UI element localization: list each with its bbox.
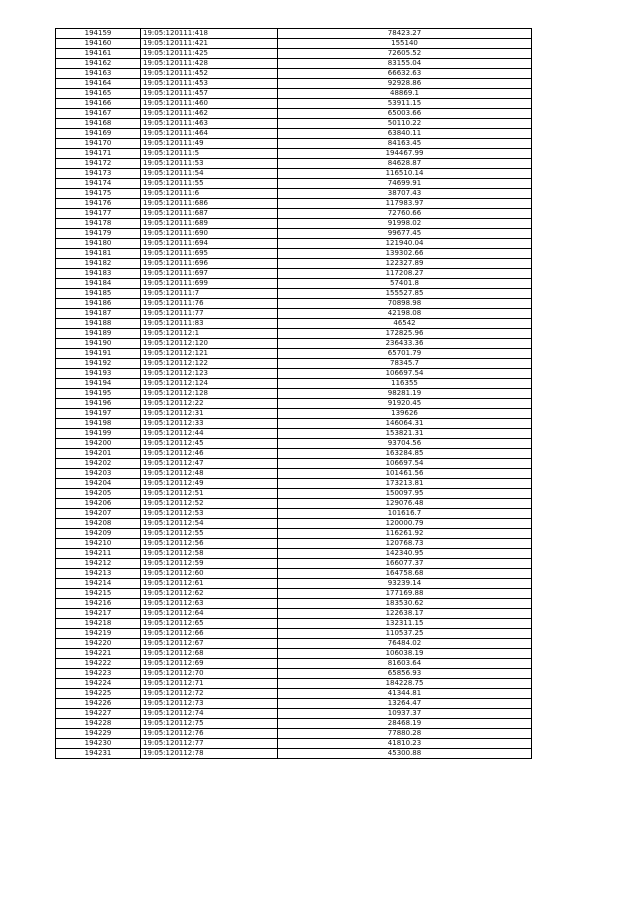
- value-cell: 122638.17: [278, 609, 532, 619]
- value-cell: 172825.96: [278, 329, 532, 339]
- table-row: [56, 129, 532, 139]
- cadastral-number-cell: 19:05:120111:697: [141, 269, 278, 279]
- value-cell: 236433.36: [278, 339, 532, 349]
- value-cell: 155140: [278, 39, 532, 49]
- table-row: [56, 379, 532, 389]
- table-row: [56, 439, 532, 449]
- cadastral-number-cell: 19:05:120112:55: [141, 529, 278, 539]
- table-row: [56, 239, 532, 249]
- cadastral-number-cell: 19:05:120112:58: [141, 549, 278, 559]
- row-number-cell: 194168: [56, 119, 141, 129]
- value-cell: 194467.99: [278, 149, 532, 159]
- table-row: [56, 719, 532, 729]
- cadastral-number-cell: 19:05:120112:33: [141, 419, 278, 429]
- row-number-cell: 194212: [56, 559, 141, 569]
- row-number-cell: 194203: [56, 469, 141, 479]
- value-cell: 122327.89: [278, 259, 532, 269]
- table-row: [56, 399, 532, 409]
- row-number-cell: 194207: [56, 509, 141, 519]
- table-row: [56, 99, 532, 109]
- cadastral-number-cell: 19:05:120112:63: [141, 599, 278, 609]
- cadastral-number-cell: 19:05:120111:452: [141, 69, 278, 79]
- value-cell: 150097.95: [278, 489, 532, 499]
- value-cell: 81603.64: [278, 659, 532, 669]
- value-cell: 57401.8: [278, 279, 532, 289]
- cadastral-number-cell: 19:05:120112:1: [141, 329, 278, 339]
- cadastral-number-cell: 19:05:120111:460: [141, 99, 278, 109]
- row-number-cell: 194200: [56, 439, 141, 449]
- table-row: [56, 139, 532, 149]
- table-row: [56, 159, 532, 169]
- cadastral-number-cell: 19:05:120112:47: [141, 459, 278, 469]
- table-row: [56, 279, 532, 289]
- cadastral-number-cell: 19:05:120112:44: [141, 429, 278, 439]
- row-number-cell: 194174: [56, 179, 141, 189]
- row-number-cell: 194231: [56, 749, 141, 759]
- cadastral-number-cell: 19:05:120112:69: [141, 659, 278, 669]
- cadastral-number-cell: 19:05:120112:61: [141, 579, 278, 589]
- cadastral-number-cell: 19:05:120111:83: [141, 319, 278, 329]
- table-row: [56, 69, 532, 79]
- value-cell: 65003.66: [278, 109, 532, 119]
- value-cell: 13264.47: [278, 699, 532, 709]
- table-row: [56, 589, 532, 599]
- table-row: [56, 89, 532, 99]
- value-cell: 84163.45: [278, 139, 532, 149]
- value-cell: 132311.15: [278, 619, 532, 629]
- table-row: [56, 749, 532, 759]
- cadastral-number-cell: 19:05:120112:45: [141, 439, 278, 449]
- value-cell: 48869.1: [278, 89, 532, 99]
- table-row: [56, 619, 532, 629]
- cadastral-number-cell: 19:05:120111:54: [141, 169, 278, 179]
- cadastral-value-table: [55, 28, 532, 759]
- value-cell: 116510.14: [278, 169, 532, 179]
- row-number-cell: 194186: [56, 299, 141, 309]
- value-cell: 65701.79: [278, 349, 532, 359]
- table-row: [56, 169, 532, 179]
- table-row: [56, 519, 532, 529]
- row-number-cell: 194159: [56, 29, 141, 39]
- row-number-cell: 194213: [56, 569, 141, 579]
- row-number-cell: 194183: [56, 269, 141, 279]
- row-number-cell: 194176: [56, 199, 141, 209]
- row-number-cell: 194205: [56, 489, 141, 499]
- value-cell: 77880.28: [278, 729, 532, 739]
- value-cell: 28468.19: [278, 719, 532, 729]
- value-cell: 117208.27: [278, 269, 532, 279]
- value-cell: 106038.19: [278, 649, 532, 659]
- row-number-cell: 194209: [56, 529, 141, 539]
- table-row: [56, 729, 532, 739]
- table-row: [56, 179, 532, 189]
- table-row: [56, 329, 532, 339]
- value-cell: 106697.54: [278, 459, 532, 469]
- row-number-cell: 194204: [56, 479, 141, 489]
- row-number-cell: 194178: [56, 219, 141, 229]
- value-cell: 177169.88: [278, 589, 532, 599]
- row-number-cell: 194169: [56, 129, 141, 139]
- value-cell: 72760.66: [278, 209, 532, 219]
- cadastral-number-cell: 19:05:120111:457: [141, 89, 278, 99]
- cadastral-number-cell: 19:05:120111:428: [141, 59, 278, 69]
- cadastral-number-cell: 19:05:120112:49: [141, 479, 278, 489]
- table-row: [56, 199, 532, 209]
- table-row: [56, 629, 532, 639]
- cadastral-number-cell: 19:05:120112:74: [141, 709, 278, 719]
- value-cell: 76484.02: [278, 639, 532, 649]
- value-cell: 46542: [278, 319, 532, 329]
- cadastral-number-cell: 19:05:120111:55: [141, 179, 278, 189]
- row-number-cell: 194194: [56, 379, 141, 389]
- value-cell: 38707.43: [278, 189, 532, 199]
- value-cell: 91998.02: [278, 219, 532, 229]
- table-row: [56, 449, 532, 459]
- value-cell: 99677.45: [278, 229, 532, 239]
- cadastral-number-cell: 19:05:120112:52: [141, 499, 278, 509]
- value-cell: 117983.97: [278, 199, 532, 209]
- row-number-cell: 194191: [56, 349, 141, 359]
- cadastral-number-cell: 19:05:120111:49: [141, 139, 278, 149]
- value-cell: 184228.75: [278, 679, 532, 689]
- table-row: [56, 29, 532, 39]
- row-number-cell: 194227: [56, 709, 141, 719]
- table-row: [56, 249, 532, 259]
- cadastral-number-cell: 19:05:120112:22: [141, 399, 278, 409]
- row-number-cell: 194190: [56, 339, 141, 349]
- value-cell: 183530.62: [278, 599, 532, 609]
- row-number-cell: 194224: [56, 679, 141, 689]
- row-number-cell: 194192: [56, 359, 141, 369]
- table-row: [56, 39, 532, 49]
- table-row: [56, 219, 532, 229]
- table-row: [56, 419, 532, 429]
- table-row: [56, 389, 532, 399]
- cadastral-number-cell: 19:05:120112:65: [141, 619, 278, 629]
- value-cell: 163284.85: [278, 449, 532, 459]
- table-row: [56, 119, 532, 129]
- table-row: [56, 679, 532, 689]
- cadastral-number-cell: 19:05:120112:46: [141, 449, 278, 459]
- table-row: [56, 559, 532, 569]
- table-row: [56, 359, 532, 369]
- row-number-cell: 194229: [56, 729, 141, 739]
- cadastral-number-cell: 19:05:120112:123: [141, 369, 278, 379]
- cadastral-number-cell: 19:05:120112:51: [141, 489, 278, 499]
- value-cell: 121940.04: [278, 239, 532, 249]
- value-cell: 146064.31: [278, 419, 532, 429]
- table-row: [56, 409, 532, 419]
- data-sheet: [55, 28, 531, 759]
- cadastral-number-cell: 19:05:120112:75: [141, 719, 278, 729]
- row-number-cell: 194220: [56, 639, 141, 649]
- value-cell: 50110.22: [278, 119, 532, 129]
- cadastral-number-cell: 19:05:120112:128: [141, 389, 278, 399]
- table-row: [56, 209, 532, 219]
- table-row: [56, 579, 532, 589]
- row-number-cell: 194189: [56, 329, 141, 339]
- row-number-cell: 194172: [56, 159, 141, 169]
- table-row: [56, 599, 532, 609]
- value-cell: 78423.27: [278, 29, 532, 39]
- table-row: [56, 739, 532, 749]
- row-number-cell: 194181: [56, 249, 141, 259]
- row-number-cell: 194182: [56, 259, 141, 269]
- cadastral-number-cell: 19:05:120111:689: [141, 219, 278, 229]
- row-number-cell: 194187: [56, 309, 141, 319]
- table-row: [56, 569, 532, 579]
- value-cell: 116355: [278, 379, 532, 389]
- value-cell: 166077.37: [278, 559, 532, 569]
- row-number-cell: 194188: [56, 319, 141, 329]
- table-row: [56, 709, 532, 719]
- row-number-cell: 194163: [56, 69, 141, 79]
- row-number-cell: 194230: [56, 739, 141, 749]
- cadastral-number-cell: 19:05:120112:120: [141, 339, 278, 349]
- value-cell: 63840.11: [278, 129, 532, 139]
- table-row: [56, 669, 532, 679]
- value-cell: 120000.79: [278, 519, 532, 529]
- value-cell: 98281.19: [278, 389, 532, 399]
- row-number-cell: 194222: [56, 659, 141, 669]
- table-row: [56, 479, 532, 489]
- cadastral-number-cell: 19:05:120111:699: [141, 279, 278, 289]
- value-cell: 93239.14: [278, 579, 532, 589]
- cadastral-number-cell: 19:05:120112:68: [141, 649, 278, 659]
- cadastral-number-cell: 19:05:120111:425: [141, 49, 278, 59]
- value-cell: 41344.81: [278, 689, 532, 699]
- row-number-cell: 194195: [56, 389, 141, 399]
- table-row: [56, 459, 532, 469]
- cadastral-number-cell: 19:05:120111:690: [141, 229, 278, 239]
- value-cell: 78345.7: [278, 359, 532, 369]
- row-number-cell: 194215: [56, 589, 141, 599]
- cadastral-number-cell: 19:05:120112:70: [141, 669, 278, 679]
- row-number-cell: 194211: [56, 549, 141, 559]
- row-number-cell: 194201: [56, 449, 141, 459]
- table-row: [56, 659, 532, 669]
- table-row: [56, 549, 532, 559]
- value-cell: 164758.68: [278, 569, 532, 579]
- value-cell: 155527.85: [278, 289, 532, 299]
- table-row: [56, 49, 532, 59]
- table-row: [56, 469, 532, 479]
- row-number-cell: 194164: [56, 79, 141, 89]
- row-number-cell: 194198: [56, 419, 141, 429]
- cadastral-number-cell: 19:05:120112:76: [141, 729, 278, 739]
- cadastral-number-cell: 19:05:120112:64: [141, 609, 278, 619]
- value-cell: 106697.54: [278, 369, 532, 379]
- value-cell: 84628.87: [278, 159, 532, 169]
- cadastral-number-cell: 19:05:120112:53: [141, 509, 278, 519]
- value-cell: 10937.37: [278, 709, 532, 719]
- cadastral-number-cell: 19:05:120112:77: [141, 739, 278, 749]
- cadastral-number-cell: 19:05:120111:421: [141, 39, 278, 49]
- cadastral-number-cell: 19:05:120112:31: [141, 409, 278, 419]
- table-row: [56, 319, 532, 329]
- table-row: [56, 539, 532, 549]
- value-cell: 93704.56: [278, 439, 532, 449]
- row-number-cell: 194177: [56, 209, 141, 219]
- value-cell: 116261.92: [278, 529, 532, 539]
- row-number-cell: 194180: [56, 239, 141, 249]
- cadastral-number-cell: 19:05:120112:73: [141, 699, 278, 709]
- row-number-cell: 194223: [56, 669, 141, 679]
- row-number-cell: 194179: [56, 229, 141, 239]
- value-cell: 53911.15: [278, 99, 532, 109]
- value-cell: 91920.45: [278, 399, 532, 409]
- row-number-cell: 194197: [56, 409, 141, 419]
- row-number-cell: 194171: [56, 149, 141, 159]
- value-cell: 42198.08: [278, 309, 532, 319]
- table-row: [56, 429, 532, 439]
- table-row: [56, 309, 532, 319]
- table-row: [56, 529, 532, 539]
- value-cell: 66632.63: [278, 69, 532, 79]
- row-number-cell: 194175: [56, 189, 141, 199]
- row-number-cell: 194162: [56, 59, 141, 69]
- value-cell: 139626: [278, 409, 532, 419]
- table-row: [56, 189, 532, 199]
- row-number-cell: 194217: [56, 609, 141, 619]
- value-cell: 110537.25: [278, 629, 532, 639]
- cadastral-number-cell: 19:05:120111:7: [141, 289, 278, 299]
- cadastral-number-cell: 19:05:120111:76: [141, 299, 278, 309]
- cadastral-number-cell: 19:05:120112:66: [141, 629, 278, 639]
- row-number-cell: 194184: [56, 279, 141, 289]
- table-row: [56, 639, 532, 649]
- row-number-cell: 194165: [56, 89, 141, 99]
- table-row: [56, 499, 532, 509]
- table-row: [56, 689, 532, 699]
- table-row: [56, 509, 532, 519]
- table-row: [56, 299, 532, 309]
- row-number-cell: 194170: [56, 139, 141, 149]
- table-row: [56, 699, 532, 709]
- cadastral-number-cell: 19:05:120111:453: [141, 79, 278, 89]
- cadastral-number-cell: 19:05:120111:5: [141, 149, 278, 159]
- row-number-cell: 194214: [56, 579, 141, 589]
- value-cell: 129076.48: [278, 499, 532, 509]
- cadastral-number-cell: 19:05:120111:694: [141, 239, 278, 249]
- row-number-cell: 194185: [56, 289, 141, 299]
- table-row: [56, 79, 532, 89]
- table-row: [56, 259, 532, 269]
- row-number-cell: 194173: [56, 169, 141, 179]
- table-row: [56, 339, 532, 349]
- row-number-cell: 194218: [56, 619, 141, 629]
- cadastral-number-cell: 19:05:120111:464: [141, 129, 278, 139]
- value-cell: 45300.88: [278, 749, 532, 759]
- value-cell: 41810.23: [278, 739, 532, 749]
- row-number-cell: 194199: [56, 429, 141, 439]
- cadastral-number-cell: 19:05:120111:696: [141, 259, 278, 269]
- table-row: [56, 59, 532, 69]
- row-number-cell: 194210: [56, 539, 141, 549]
- row-number-cell: 194160: [56, 39, 141, 49]
- cadastral-number-cell: 19:05:120112:78: [141, 749, 278, 759]
- cadastral-number-cell: 19:05:120112:59: [141, 559, 278, 569]
- cadastral-number-cell: 19:05:120112:60: [141, 569, 278, 579]
- cadastral-number-cell: 19:05:120112:71: [141, 679, 278, 689]
- cadastral-number-cell: 19:05:120112:72: [141, 689, 278, 699]
- value-cell: 70898.98: [278, 299, 532, 309]
- cadastral-number-cell: 19:05:120111:687: [141, 209, 278, 219]
- table-row: [56, 269, 532, 279]
- cadastral-number-cell: 19:05:120112:121: [141, 349, 278, 359]
- table-row: [56, 109, 532, 119]
- table-body: [56, 29, 532, 759]
- cadastral-number-cell: 19:05:120111:686: [141, 199, 278, 209]
- row-number-cell: 194225: [56, 689, 141, 699]
- table-row: [56, 489, 532, 499]
- row-number-cell: 194208: [56, 519, 141, 529]
- cadastral-number-cell: 19:05:120112:122: [141, 359, 278, 369]
- value-cell: 65856.93: [278, 669, 532, 679]
- table-row: [56, 649, 532, 659]
- row-number-cell: 194228: [56, 719, 141, 729]
- table-row: [56, 609, 532, 619]
- value-cell: 101616.7: [278, 509, 532, 519]
- row-number-cell: 194216: [56, 599, 141, 609]
- value-cell: 101461.56: [278, 469, 532, 479]
- value-cell: 83155.04: [278, 59, 532, 69]
- cadastral-number-cell: 19:05:120111:462: [141, 109, 278, 119]
- row-number-cell: 194202: [56, 459, 141, 469]
- row-number-cell: 194196: [56, 399, 141, 409]
- cadastral-number-cell: 19:05:120111:6: [141, 189, 278, 199]
- cadastral-number-cell: 19:05:120112:67: [141, 639, 278, 649]
- cadastral-number-cell: 19:05:120112:56: [141, 539, 278, 549]
- value-cell: 74699.91: [278, 179, 532, 189]
- row-number-cell: 194221: [56, 649, 141, 659]
- cadastral-number-cell: 19:05:120112:54: [141, 519, 278, 529]
- table-row: [56, 229, 532, 239]
- table-row: [56, 369, 532, 379]
- value-cell: 92928.86: [278, 79, 532, 89]
- cadastral-number-cell: 19:05:120111:695: [141, 249, 278, 259]
- cadastral-number-cell: 19:05:120111:53: [141, 159, 278, 169]
- value-cell: 142340.95: [278, 549, 532, 559]
- row-number-cell: 194161: [56, 49, 141, 59]
- row-number-cell: 194226: [56, 699, 141, 709]
- row-number-cell: 194167: [56, 109, 141, 119]
- value-cell: 139302.66: [278, 249, 532, 259]
- cadastral-number-cell: 19:05:120112:62: [141, 589, 278, 599]
- row-number-cell: 194166: [56, 99, 141, 109]
- table-row: [56, 349, 532, 359]
- value-cell: 120768.73: [278, 539, 532, 549]
- cadastral-number-cell: 19:05:120111:77: [141, 309, 278, 319]
- table-row: [56, 289, 532, 299]
- row-number-cell: 194219: [56, 629, 141, 639]
- cadastral-number-cell: 19:05:120111:463: [141, 119, 278, 129]
- value-cell: 173213.81: [278, 479, 532, 489]
- cadastral-number-cell: 19:05:120112:48: [141, 469, 278, 479]
- table-row: [56, 149, 532, 159]
- cadastral-number-cell: 19:05:120111:418: [141, 29, 278, 39]
- value-cell: 153821.31: [278, 429, 532, 439]
- value-cell: 72605.52: [278, 49, 532, 59]
- cadastral-number-cell: 19:05:120112:124: [141, 379, 278, 389]
- row-number-cell: 194193: [56, 369, 141, 379]
- row-number-cell: 194206: [56, 499, 141, 509]
